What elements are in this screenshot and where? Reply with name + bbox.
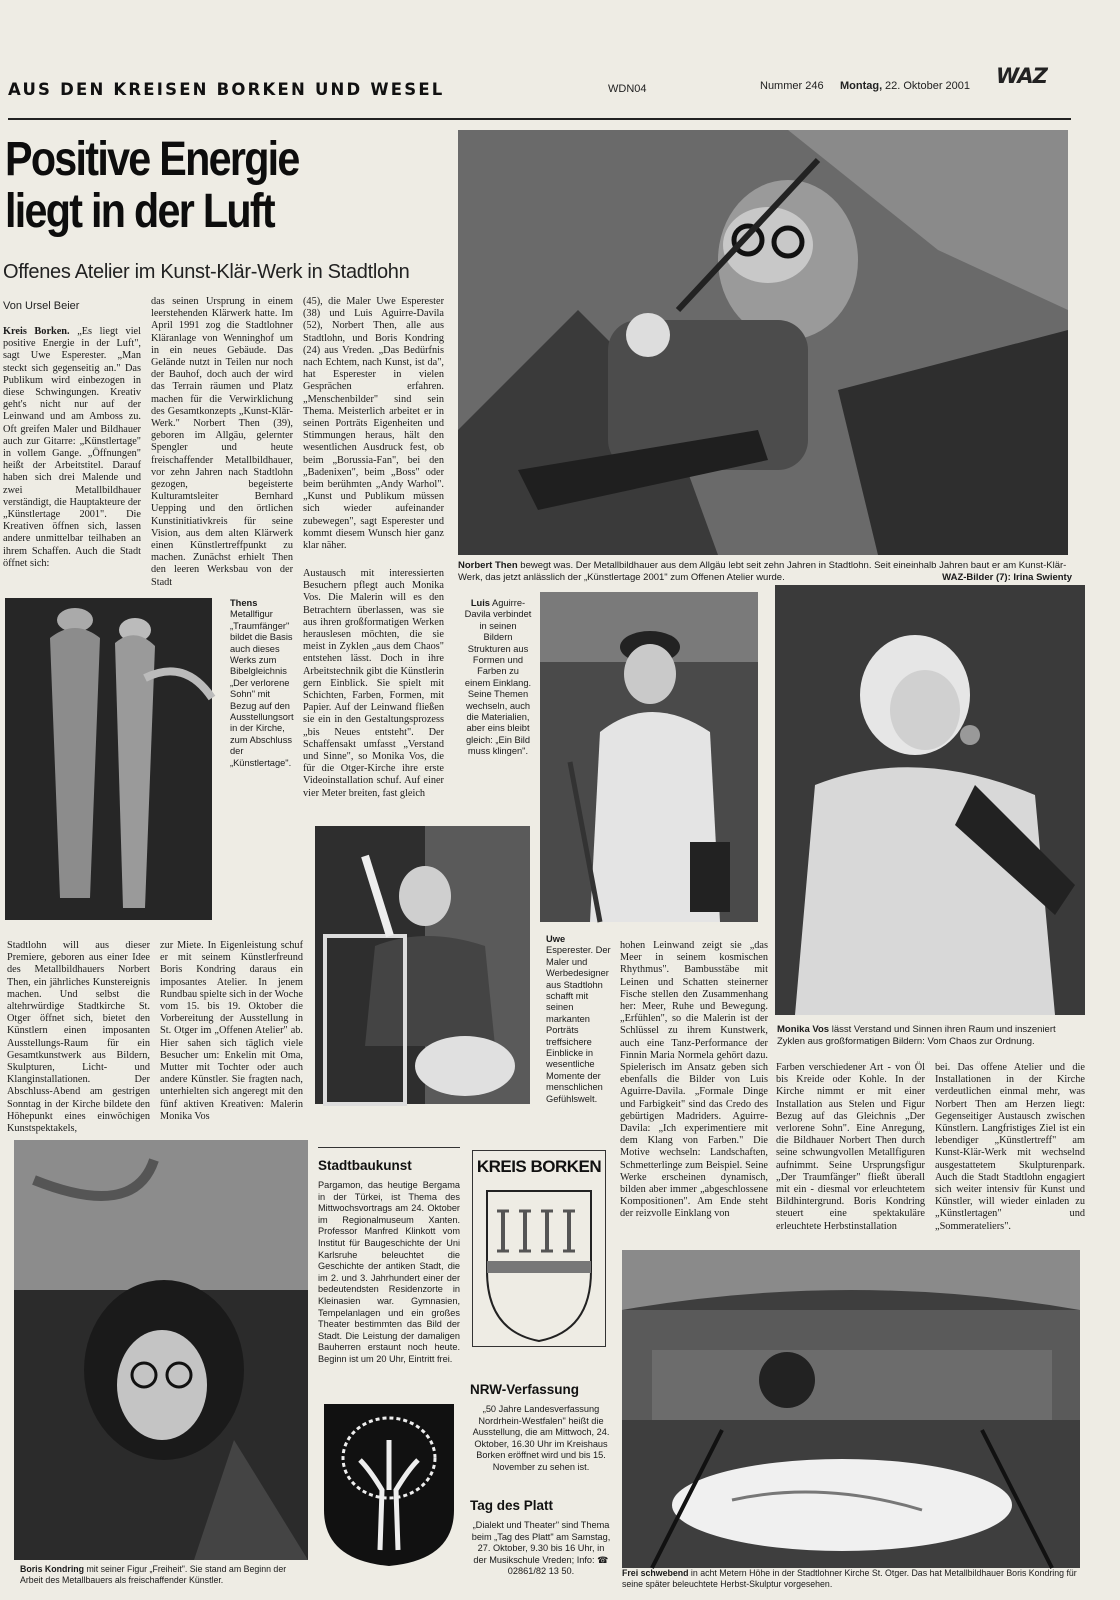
article-column-right-1: Farben verschiedener Art - von Öl bis Kreide oder Kohle. In der Kirche nimmt er mit einer Installation aus Stelen und Figur Bezug auf das Gleichnis „Der verlorene Sohn". Eine Anregung, die Bildhauer Norbert Then durch seine schwungvollen Metallfiguren aufnimmt. Seine Ursprungsfigur „Der Traumfänger" fließt überall mit ein - diesmal vor erleuchtetem Bildhintergrund. Boris Kondring steuert eine spektakuläre erleuchtete Herbstinstallation: [776, 1062, 925, 1232]
nrw-text: „50 Jahre Landesverfassung Nordrhein-Westfalen" heißt die Ausstellung, die am Mittwoch, 24. Oktober, 16.30 Uhr im Kreishaus Borken eröffnet wird und bis 15. November zu sehen ist.: [472, 1404, 610, 1472]
article-column-1: Kreis Borken. „Es liegt viel positive Energie in der Luft", sagt Uwe Esperester. „Man steckt sich gegenseitig an." Das Publikum wird einbezogen in diese Schwingungen. Kreativ geht's nicht nur auf der Leinwand und am Amboss zu. Oft greifen Maler und Bildhauer auch zur Gitarre: „Künstlertage" in vollem Gange. „Öffnungen" heißt der Arbeitstitel. Darauf haben sich drei Malende und zwei Metallbildhauer verständigt, die Hauptakteure der „Künstlertage 2001". Die Kreativen öffnen sich, lassen andere unmittelbar teilhaben an ihrem Schaffen. Auch die Stadt öffnet sich:: [3, 326, 141, 569]
article-column-3: (45), die Maler Uwe Esperester (38) und Luis Aguirre-Davila (52), Norbert Then, alle aus Stadtlohn, und Boris Kondring (24) aus Vreden. „Das Bedürfnis nach Echtem, nach Kunst, ist da", hat Esperester in vielen Gesprächen erfahren. „Menschenbilder" sind sein Thema. Meisterlich arbeitet er in seinen Porträts Eigenheiten und Stimmungen heraus, hält den wesentlichen Ausdruck fest, ob beim „Borussia-Fan", bei den „Badenixen", beim „Boss" oder beim berühmten „Andy Warhol". „Kunst und Publikum müssen sich wieder aufeinander zubewegen", sagt Esperester und kommt diesem Wunsch hier ganz klar näher.: [303, 296, 444, 552]
crest-kreis-borken: [472, 1150, 606, 1347]
article-column-mid-1: Stadtlohn will aus dieser Premiere, geboren aus einer Idee des Metallbildhauers Norbert Then, ein jährliches Kunstereignis machen. Und selbst die altehrwürdige Stadtkirche St. Otger öffnet sich, bietet den Künstlern einen imposanten Ausstellungs-Raum für ein Gesamtkunstwerk aus Bildern, Skulpturen, Licht- und Klanginstallationen. Der Abschluss-Abend am gestrigen Sonntag in der Kirche bildete den Höhepunkt eines einwöchigen Kunstspektakels,: [7, 940, 150, 1135]
subheadline: Offenes Atelier im Kunst-Klär-Werk in Stadtlohn: [3, 261, 410, 283]
issue-number: Nummer 246: [760, 80, 824, 92]
header-rule: [8, 118, 1071, 120]
crest-tree: [320, 1400, 458, 1568]
headline-line-1: Positive Energie: [5, 133, 299, 186]
caption-uwe: Uwe Esperester. Der Maler und Werbedesigner aus Stadtlohn schafft mit seinen markanten Porträts treffsichere Einblicke in wesentliche Momente der menschlichen Gefühlswelt.: [546, 934, 611, 1104]
photo-traumfaenger: [5, 598, 212, 920]
caption-monika: Monika Vos lässt Verstand und Sinnen ihren Raum und inszeniert Zyklen aus großformatigen Bildern: Vom Chaos zur Ordnung.: [777, 1024, 1056, 1047]
nrw-title: NRW-Verfassung: [470, 1382, 580, 1397]
article-column-mid-3: hohen Leinwand zeigt sie „das Meer in seinem kosmischen Rhythmus". Bambusstäbe mit Leinen und Schatten steinerner Fische stellen den Zusammenhang her: Meer, Ruhe und Bewegung. „Erfühlen", so die Malerin ist der Schlüssel zu ihrem Kunstwerk, auch eine Tanz-Performance der Finnin Maria Normela gehört dazu. Spielerisch im Ansatz geben sich ebenfalls die Bilder von Luis Aguirre-Davila. „Formale Dinge und Farbigkeit" sind das Credo des gebürtigen Madriders. Aguirre-Davila: „Ich experimentiere mit dem Klang von Farben." Die Motive wechseln: Landschaften, Schmetterlinge zum Beispiel. Seine Werke erscheinen dynamisch, bilden aber immer „abgeschlossene Kompositionen". Am Ende steht der reizvolle Einklang von: [620, 940, 768, 1220]
platt-title: Tag des Platt: [470, 1498, 554, 1513]
date: 22. Oktober 2001: [885, 80, 971, 92]
headline: [5, 134, 299, 238]
caption-church: Frei schwebend in acht Metern Höhe in der Stadtlohner Kirche St. Otger. Das hat Metallbildhauer Boris Kondring für seine später beleuchtete Herbst-Skulptur vorgesehen.: [622, 1568, 1077, 1589]
caption-boris: Boris Kondring mit seiner Figur „Freiheit". Sie stand am Beginn der Arbeit des Metallbauers als freischaffender Künstler.: [20, 1564, 287, 1585]
article-column-mid-2: zur Miete. In Eigenleistung schuf er mit seinem Künstlerfreund Boris Kondring daraus ein imposantes Atelier. In jenem Rundbau spielte sich in der Woche vom 15. bis 19. Oktober die Vorbereitung der Ausstellung in St. Otger im „Offenen Atelier" ab. Hier sahen sich täglich viele Besucher um: Enkelin mit Oma, Mutter mit Tochter oder auch andere Künstler. Sie fragten nach, unterhielten sich angeregt mit den fünf aktiven Kreativen: Malerin Monika Vos: [160, 940, 303, 1122]
photo-monika-vos: [775, 585, 1085, 1015]
waz-logo: WAZ: [996, 64, 1047, 88]
byline: Von Ursel Beier: [3, 300, 80, 312]
stadtbau-text: Pargamon, das heutige Bergama in der Türkei, ist Thema des Mittwochsvortrags am 24. Oktober im Regionalmuseum Xanten. Professor Manfred Klinkott vom Institut für Baugeschichte der Uni Karlsruhe beleuchtet die Geschichte der antiken Stadt, die im 2. und 3. Jahrhundert einer der bedeutendsten Residenzorte in Kleinasien war. Gymnasien, Tempelanlagen und ein großes Theater bestimmten das Bild der Stadt. Die Leistung der damaligen Bauherren erstaunt noch heute. Beginn ist um 20 Uhr, Eintritt frei.: [318, 1180, 460, 1364]
page-code: WDN04: [608, 83, 647, 95]
stadtbau-title: Stadtbaukunst: [318, 1158, 412, 1173]
photo-credit: WAZ-Bilder (7): Irina Swienty: [942, 572, 1072, 583]
article-column-2: das seinen Ursprung in einem leerstehenden Klärwerk hatte. Im April 1991 zog die Stadtlohner Kläranlage von Wenninghof um in ein neues Gebäude. Das Gelände nutzt in Teilen nur noch der Bauhof, doch auch der wird das Terrain räumen und Platz machen für die Verwirklichung des Gesamtkonzepts „Kunst-Klär-Werk." Norbert Then (39), geboren im Allgäu, gelernter Spengler und heute freischaffender Metallbildhauer, vor zehn Jahren nach Stadtlohn gezogen, begeisterte Kulturamtsleiter Bernhard Uepping und den örtlichen Kunstinitiativkreis für seine Vision, aus dem alten Klärwerk einen Künstlertreffpunkt zu machen. Zunächst erhielt Then den leeren Werksbau von der Stadt: [151, 296, 293, 588]
platt-text: „Dialekt und Theater" sind Thema beim „Tag des Platt" am Samstag, 27. Oktober, 9.30 bis 16 Uhr, in der Musikschule Vreden; Info: ☎ 02861/82 13 50.: [471, 1520, 611, 1577]
headline-line-2: liegt in der Luft: [5, 185, 274, 238]
photo-boris-kondring: [14, 1140, 308, 1560]
photo-norbert-then: [458, 130, 1068, 555]
caption-norbert-then: Norbert Then bewegt was. Der Metallbildhauer aus dem Allgäu lebt seit zehn Jahren in Stadtlohn. Seit eineinhalb Jahren baut er am Kunst-Klär-Werk, das jetzt anlässlich der „Künstlertage 2001" zum Offenen Atelier wurde.: [458, 560, 1067, 583]
kreis-borken-label: KREIS BORKEN: [476, 1157, 602, 1176]
section-title: AUS DEN KREISEN BORKEN UND WESEL: [8, 80, 445, 99]
caption-luis: Luis Aguirre-Davila verbindet in seinen Bildern Strukturen aus Formen und Farben zu einem Einklang. Seine Themen wechseln, auch die Materialien, aber eins bleibt gleich: „Ein Bild muss klingen".: [464, 598, 532, 757]
caption-traumfaenger: Thens Metallfigur „Traumfänger" bildet die Basis auch dieses Werks zum Bibelgleichnis „Der verlorene Sohn" mit Bezug auf den Ausstellungsort in der Kirche, zum Abschluss der „Künstlertage".: [230, 598, 294, 768]
lead-label: Kreis Borken.: [3, 326, 70, 337]
photo-church-installation: [622, 1250, 1080, 1568]
box-rule: [318, 1147, 460, 1148]
article-column-right-2: bei. Das offene Atelier und die Installationen in der Kirche verdeutlichen einmal mehr, was Norbert Then am Herzen liegt: Gegenseitiger Austausch zwischen Künstlern. Langfristiges Ziel ist ein lebendiger „Künstlertreff" am Kunst-Klär-Werk mit wechselnd ausgestattetem Skulpturenpark. Auch die Stadt Stadtlohn engagiert sich weiter intensiv für Kunst und Künstler, will wieder einladen zu „Künstlertagen" und „Sommerateliers".: [935, 1062, 1085, 1232]
photo-luis-aguirre-davila: [540, 592, 758, 922]
article-column-3b: Austausch mit interessierten Besuchern pflegt auch Monika Vos. Die Malerin will es den Betrachtern überlassen, was sie aus ihren großformatigen Werken herauslesen möchten, die sie meist in Zyklen „aus dem Chaos" entstehen lässt. Doch in ihre Arbeitstechnik gibt die Künstlerin gern Einblick. Sie spielt mit Schichten, Farben, Formen, mit Papier. Auf der Leinwand fließen sie ein in den Gestaltungsprozess „bis Neues entsteht". Der Schaffensakt umfasst „Verstand und Sinne", so Monika Vos, die für die Otger-Kirche ihre erste Videoinstallation schuf. Auf einer vier Meter breiten, fast gleich: [303, 568, 444, 799]
photo-uwe-esperester: [315, 826, 530, 1104]
date-day: Montag,: [840, 80, 883, 92]
